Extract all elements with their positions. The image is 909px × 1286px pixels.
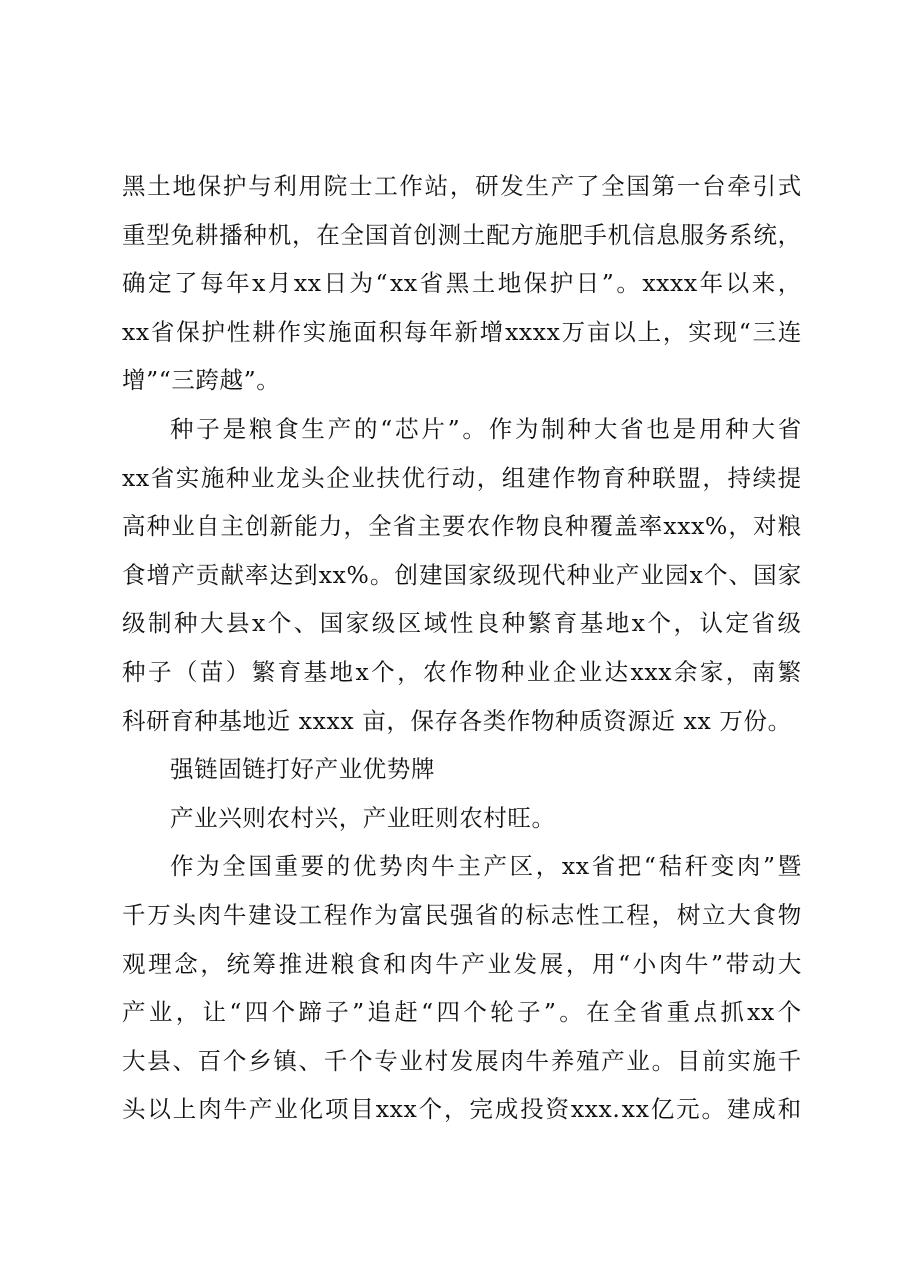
text-line: 增”“三跨越”。 (122, 366, 281, 395)
text-line: xx 省 实 施 种 业 龙 头 企 业 扶 优 行 动 ， 组 建 作 物 育 种 联 盟 ， 持 续 提 (122, 463, 802, 492)
text-line: 观 理 念 ， 统 筹 推 进 粮 食 和 肉 牛 产 业 发 展 ， 用 “ 小 肉 牛 ” 带 动 大 (122, 949, 802, 978)
text-line: 确 定 了 每 年 x 月 xx 日 为 “ xx 省 黑 土 地 保 护 日 ” 。 xxxx 年 以 来 ， (122, 269, 802, 298)
text-line: 作 为 全 国 重 要 的 优 势 肉 牛 主 产 区 ， xx 省 把 “ 秸 秆 变 肉 ” 暨 (170, 852, 802, 881)
text-line: 重 型 免 耕 播 种 机 ， 在 全 国 首 创 测 土 配 方 施 肥 手 机 信 息 服 务 系 统 ， (122, 220, 802, 249)
text-line: 强链固链打好产业优势牌 (170, 755, 436, 784)
text-line: 大 县 、 百 个 乡 镇 、 千 个 专 业 村 发 展 肉 牛 养 殖 产 业 。 目 前 实 施 千 (122, 1046, 802, 1075)
text-line: 产 业 ， 让 “ 四 个 蹄 子 ” 追 赶 “ 四 个 轮 子 ” 。 在 全 省 重 点 抓 xx 个 (122, 998, 802, 1027)
text-line: 科研育种基地近 xxxx 亩，保存各类作物种质资源近 xx 万份。 (122, 706, 792, 735)
text-line: 食 增 产 贡 献 率 达 到 xx% 。 创 建 国 家 级 现 代 种 业 产 业 园 x 个 、 国 家 (122, 560, 802, 589)
text-line: 千 万 头 肉 牛 建 设 工 程 作 为 富 民 强 省 的 标 志 性 工 程 ， 树 立 大 食 物 (122, 900, 802, 929)
text-line: 种 子 （ 苗 ） 繁 育 基 地 x 个 ， 农 作 物 种 业 企 业 达 xxx 余 家 ， 南 繁 (122, 657, 802, 686)
text-line: xx 省 保 护 性 耕 作 实 施 面 积 每 年 新 增 xxxx 万 亩 以 上 ， 实 现 “ 三 连 (122, 317, 802, 346)
body-text (122, 162, 802, 1134)
text-line: 级 制 种 大 县 x 个 、 国 家 级 区 域 性 良 种 繁 育 基 地 x 个 ， 认 定 省 级 (122, 609, 802, 638)
text-line: 黑 土 地 保 护 与 利 用 院 士 工 作 站 ， 研 发 生 产 了 全 国 第 一 台 牵 引 式 (122, 172, 802, 200)
text-line: 产业兴则农村兴，产业旺则农村旺。 (170, 803, 556, 832)
text-line: 头 以 上 肉 牛 产 业 化 项 目 xxx 个 ， 完 成 投 资 xxx. xx 亿 元 。 建 成 和 (122, 1095, 802, 1124)
text-line: 高 种 业 自 主 创 新 能 力 ， 全 省 主 要 农 作 物 良 种 覆 盖 率 xxx% ， 对 粮 (122, 512, 802, 541)
text-line: 种 子 是 粮 食 生 产 的 “ 芯 片 ” 。 作 为 制 种 大 省 也 是 用 种 大 省 (170, 414, 802, 443)
